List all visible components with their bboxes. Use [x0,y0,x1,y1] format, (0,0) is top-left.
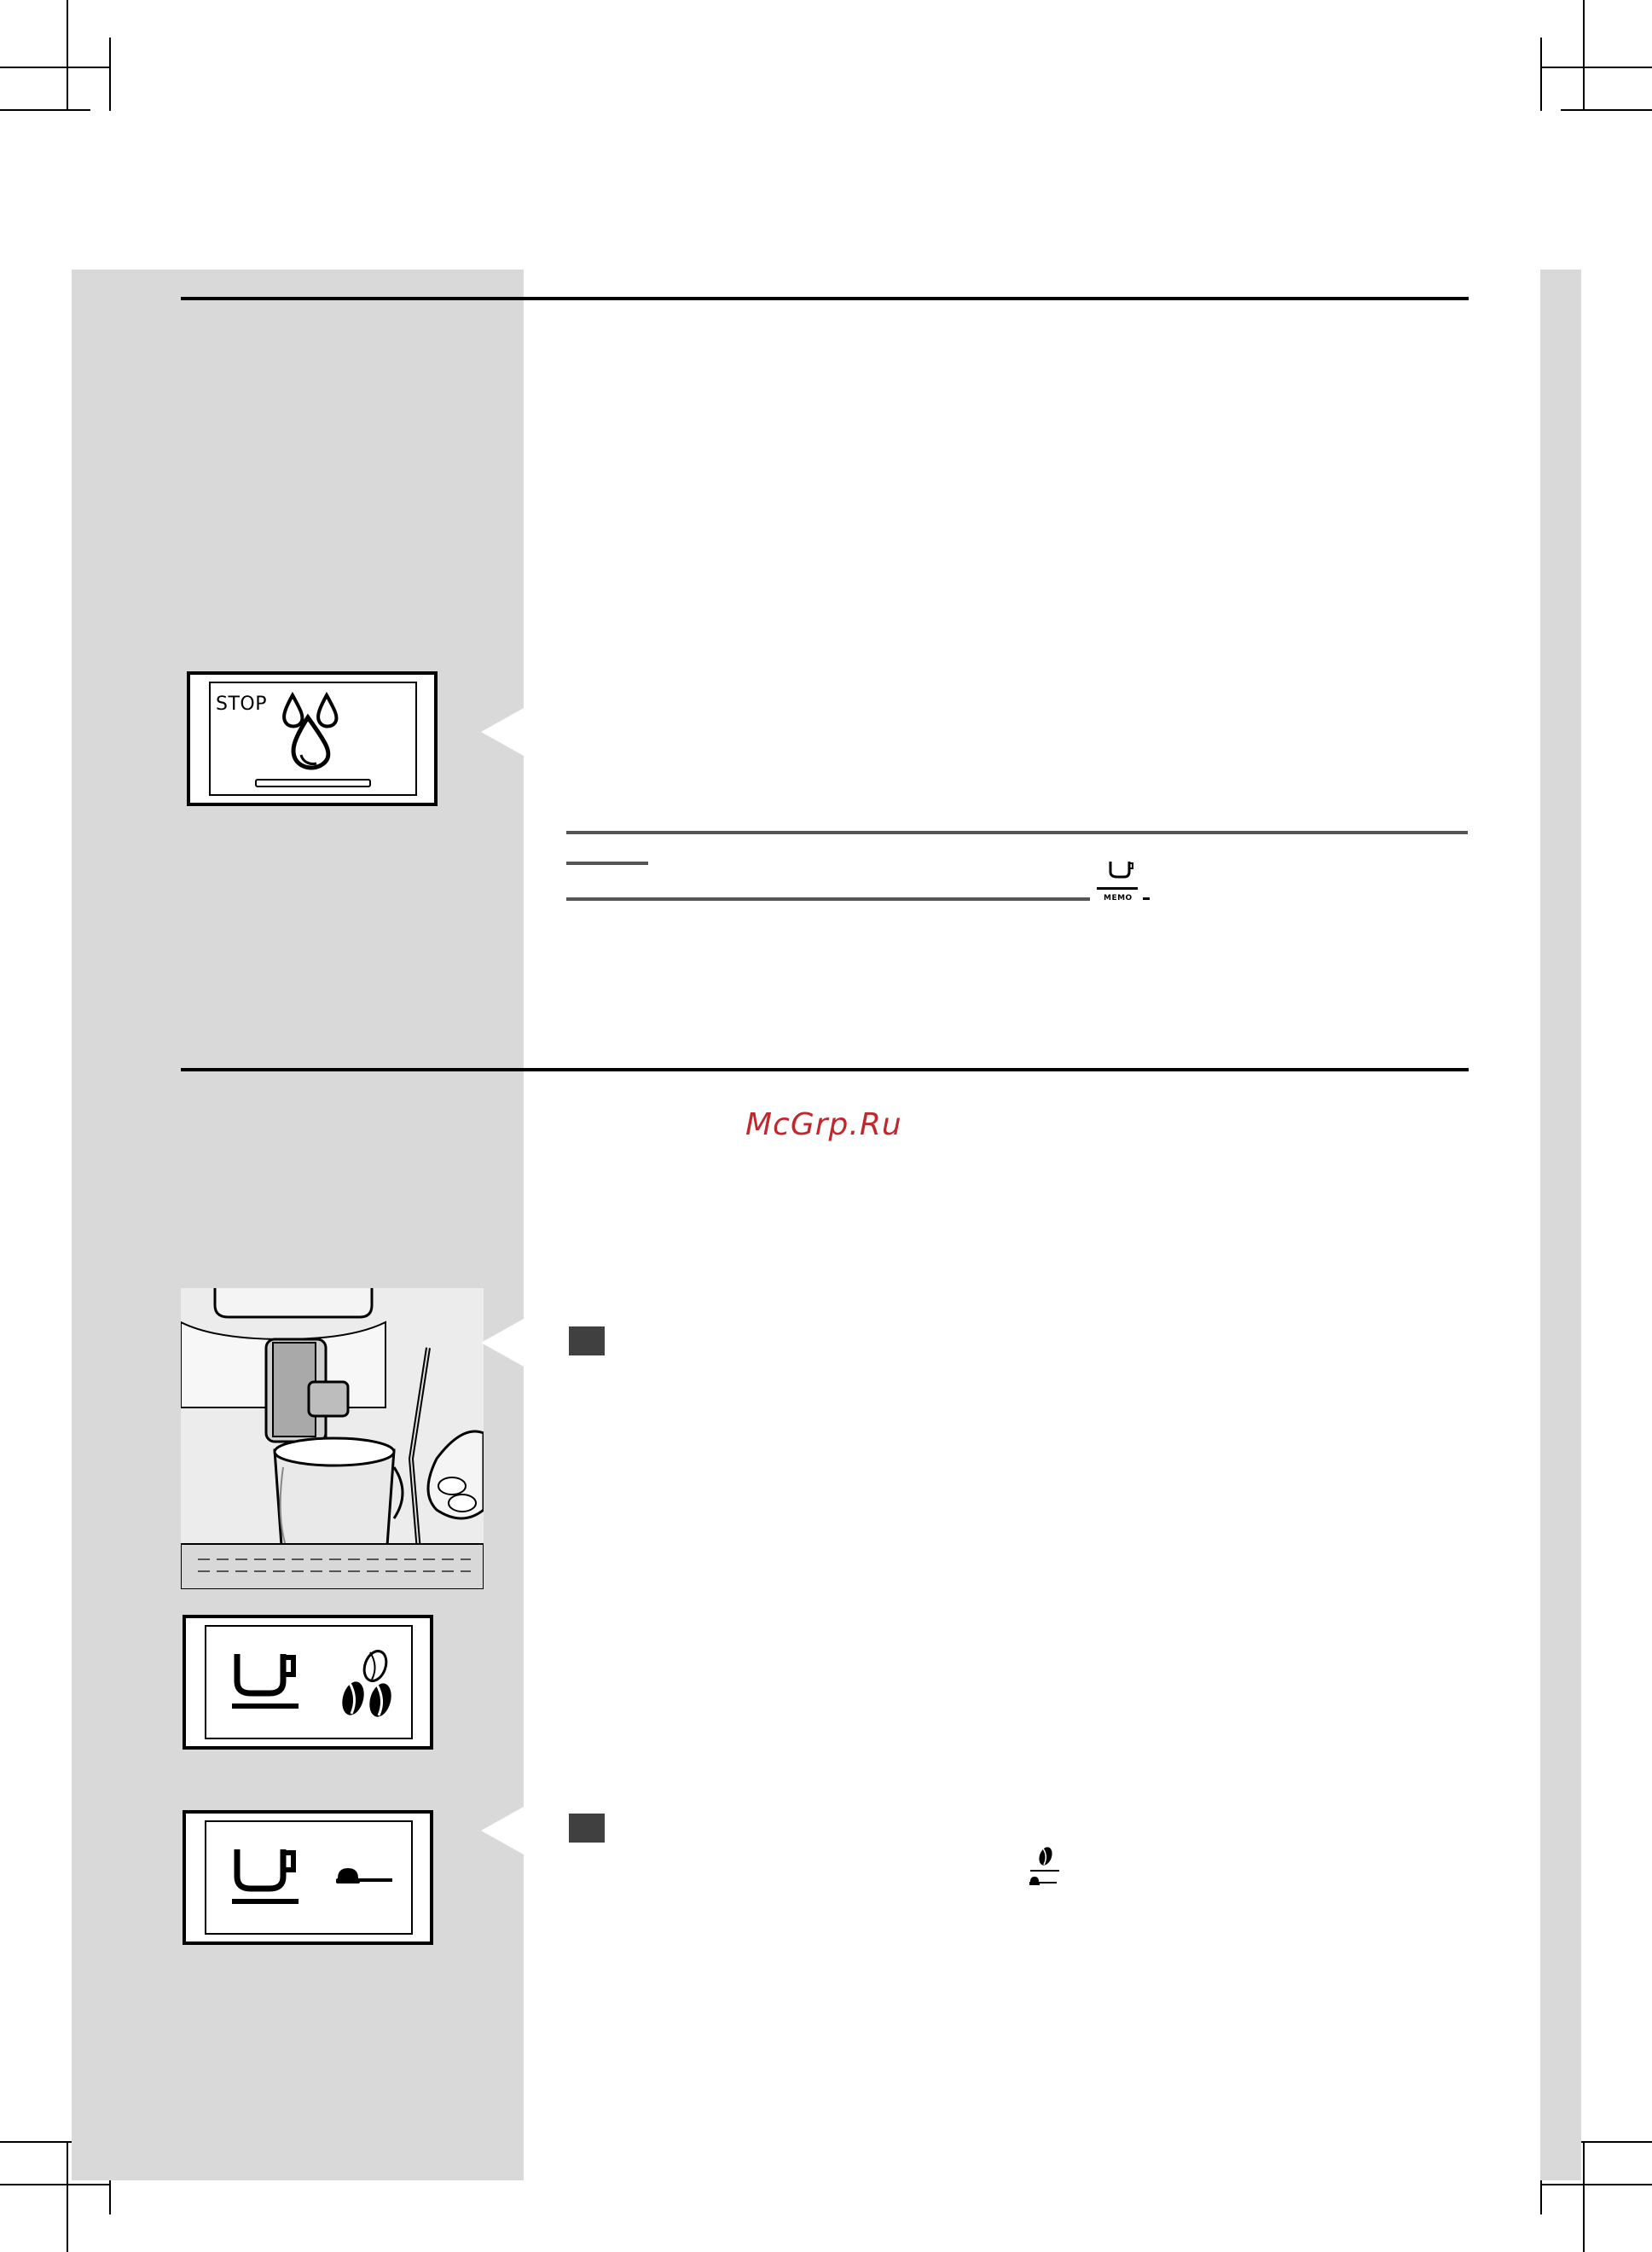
right-edge-strip [1540,270,1581,2180]
note-rule-short [566,862,648,865]
crop-mark [67,0,68,111]
section-rule-middle [181,1068,1469,1071]
crop-mark [0,67,111,68]
memo-dash [1143,897,1150,900]
crop-mark [0,2184,111,2185]
step-marker [569,1326,605,1355]
crop-mark [1540,67,1652,68]
memo-button-icon [1097,860,1145,908]
callout-pointer [481,708,524,756]
crop-mark [1583,2141,1585,2252]
crop-mark [0,109,90,111]
stop-display-screen [209,682,417,796]
cup-icon [232,1649,309,1717]
cup-icon [232,1844,309,1912]
coffee-beans-icon [334,1649,403,1721]
crop-mark [109,38,111,111]
cup-ground-coffee-display [183,1810,433,1945]
note-rule-bottom [566,897,1090,901]
crop-mark [1561,109,1652,111]
crop-mark [1540,38,1542,111]
note-rule-top [566,831,1468,834]
ground-coffee-scoop-icon [334,1865,394,1890]
crop-mark [1540,2184,1652,2185]
stop-label: STOP [216,694,267,715]
cup-icon [1107,860,1136,882]
cup-beans-display [183,1615,433,1750]
callout-pointer [481,1807,524,1854]
section-rule-top [181,297,1469,300]
progress-bar [255,779,371,787]
memo-underline [1097,887,1138,890]
aroma-button-icon [1027,1846,1061,1889]
crop-mark [1583,0,1585,111]
cup-ground-coffee-display-screen [205,1820,413,1935]
cup-beans-display-screen [205,1625,413,1739]
watermark-text: McGrp.Ru [745,1107,902,1142]
crop-mark [67,2141,68,2252]
milk-frothing-illustration [181,1288,484,1589]
stop-display [187,671,438,806]
callout-pointer [481,1319,524,1367]
step-marker [569,1814,605,1843]
water-drops-icon [277,692,354,774]
memo-label: MEMO [1104,894,1133,903]
